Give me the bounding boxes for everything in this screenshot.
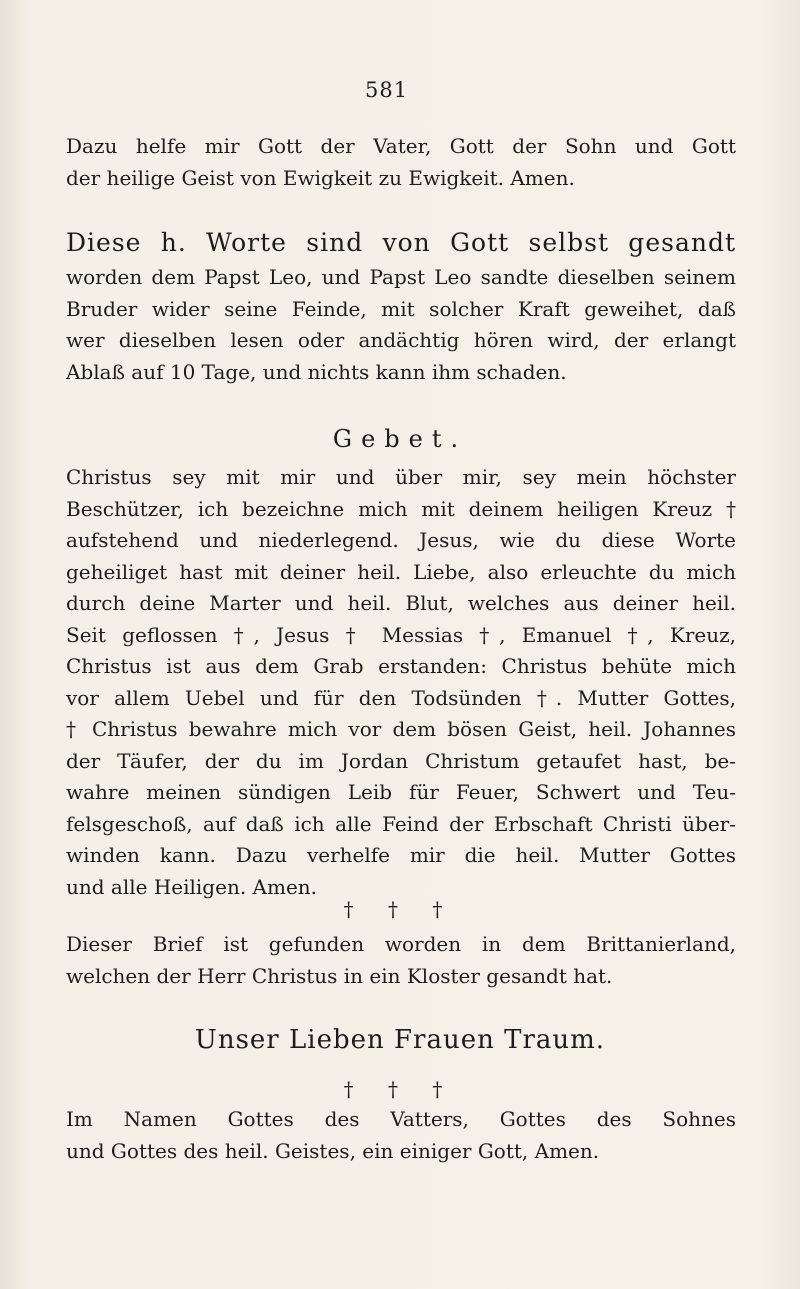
heading-gebet: Gebet. xyxy=(332,425,468,453)
paragraph-doxology xyxy=(66,131,736,194)
text-line: der Täufer, der du im Jordan Christum getaufet hast, be- xyxy=(66,748,736,773)
paragraph-papst-leo xyxy=(66,224,736,388)
text-line: geheiliget hast mit deiner heil. Liebe, also erleuchte du mich xyxy=(66,559,736,584)
text-line: winden kann. Dazu verhelfe mir die heil. Mutter Gottes xyxy=(66,843,736,867)
crosses-divider: † † † xyxy=(343,897,457,921)
text-line: Bruder wider seine Feinde, mit solcher Kraft geweihet, daß xyxy=(66,296,736,321)
text-line: Dieser Brief ist gefunden worden in dem Brittanierland, xyxy=(66,932,736,956)
text-line: † Christus bewahre mich vor dem bösen Geist, heil. Johannes xyxy=(66,717,736,741)
text-line: Ablaß auf 10 Tage, und nichts kann ihm schaden. xyxy=(66,359,567,384)
text-line: und alle Heiligen. Amen. xyxy=(66,874,318,899)
text-line: Diese h. Worte sind von Gott selbst gesandt xyxy=(66,228,736,257)
paragraph-prayer xyxy=(66,462,736,903)
text-line: Beschützer, ich bezeichne mich mit deinem heiligen Kreuz † xyxy=(66,496,736,521)
text-line: wer dieselben lesen oder andächtig hören wird, der erlangt xyxy=(66,328,736,352)
paragraph-invocation xyxy=(66,1104,736,1167)
paragraph-brief xyxy=(66,929,736,992)
text-line: durch deine Marter und heil. Blut, welches aus deiner heil. xyxy=(66,591,736,615)
text-line: wahre meinen sündigen Leib für Feuer, Schwert und Teu- xyxy=(66,780,736,804)
crosses-divider: † † † xyxy=(343,1077,457,1101)
text-line: worden dem Papst Leo, und Papst Leo sandte dieselben seinem xyxy=(66,265,736,289)
text-line: Im Namen Gottes des Vatters, Gottes des Sohnes xyxy=(66,1107,736,1131)
text-line: Christus sey mit mir und über mir, sey mein höchster xyxy=(66,465,736,489)
heading-traum: Unser Lieben Frauen Traum. xyxy=(194,1025,606,1055)
text-line: und Gottes des heil. Geistes, ein einiger Gott, Amen. xyxy=(66,1138,600,1163)
text-line: welchen der Herr Christus in ein Kloster gesandt hat. xyxy=(66,963,613,988)
page-number: 581 xyxy=(365,78,409,102)
text-line: der heilige Geist von Ewigkeit zu Ewigkeit. Amen. xyxy=(66,165,575,190)
text-line: vor allem Uebel und für den Todsünden †. Mutter Gottes, xyxy=(66,685,736,710)
text-line: Christus ist aus dem Grab erstanden: Christus behüte mich xyxy=(66,654,736,678)
text-line: felsgeschoß, auf daß ich alle Feind der Erbschaft Christi über- xyxy=(66,811,736,836)
text-line: Seit geflossen †, Jesus † Messias †, Emanuel †, Kreuz, xyxy=(66,622,736,647)
text-line: Dazu helfe mir Gott der Vater, Gott der Sohn und Gott xyxy=(66,134,736,158)
text-line: aufstehend und niederlegend. Jesus, wie du diese Worte xyxy=(66,528,736,552)
